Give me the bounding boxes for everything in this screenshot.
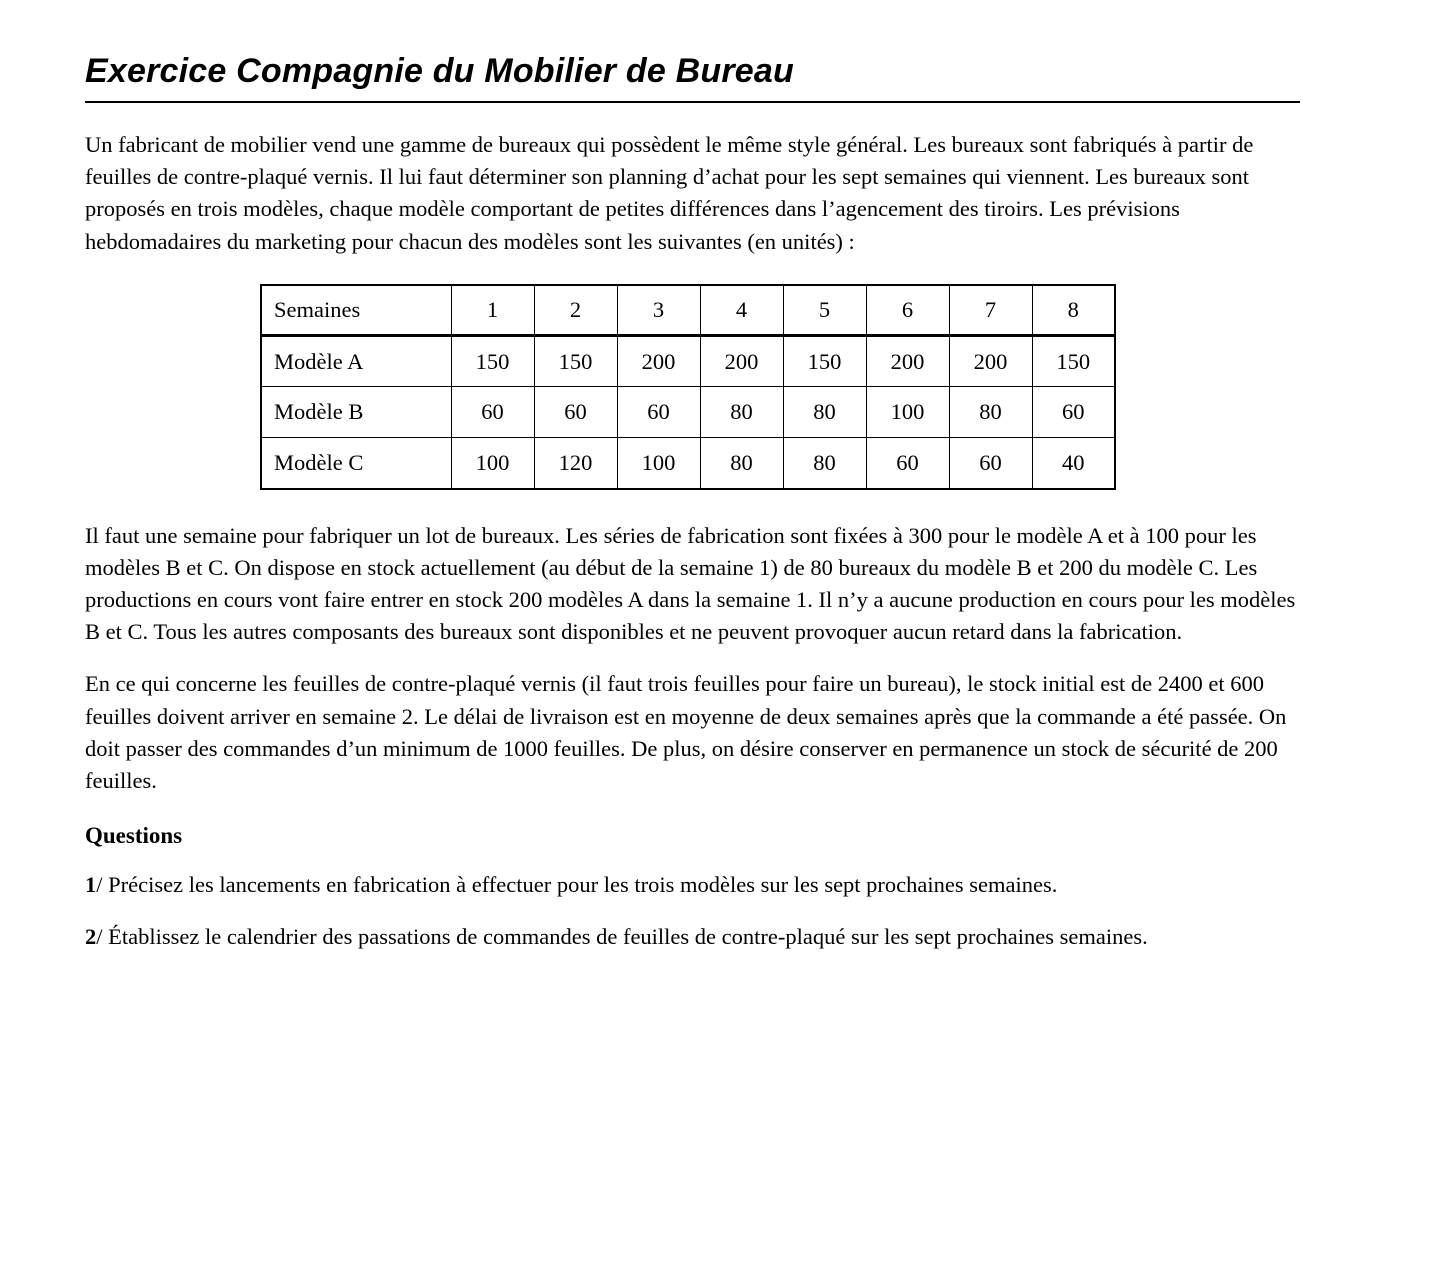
table-cell: 40 (1032, 438, 1115, 489)
table-header-semaines: Semaines (261, 285, 451, 336)
table-cell: 200 (866, 336, 949, 387)
table-cell: 200 (700, 336, 783, 387)
page-title: Exercice Compagnie du Mobilier de Bureau (85, 52, 1300, 103)
table-header-week-5: 5 (783, 285, 866, 336)
table-row-modele-c (261, 438, 1115, 489)
table-cell: 120 (534, 438, 617, 489)
table-cell: 150 (534, 336, 617, 387)
table-header-row (261, 285, 1115, 336)
fabrication-paragraph: Il faut une semaine pour fabriquer un lot de bureaux. Les séries de fabrication sont fixées à 300 pour le modèle A et à 100 pour les modèles B et C. On dispose en stock actuellement (au début de la semaine 1) de 80 bureaux du modèle B et 200 du modèle C. Les productions en cours vont faire entrer en stock 200 modèles A dans la semaine 1. Il n’y a aucune production en cours pour les modèles B et C. Tous les autres composants des bureaux sont disponibles et ne peuvent provoquer aucun retard dans la fabrication. (85, 522, 1296, 645)
table-cell: 100 (451, 438, 534, 489)
question-2 (85, 921, 1300, 953)
table-cell: 60 (1032, 387, 1115, 438)
table-header-week-2: 2 (534, 285, 617, 336)
table-cell: 60 (534, 387, 617, 438)
table-row-modele-b (261, 387, 1115, 438)
table-cell: 80 (700, 387, 783, 438)
weekly-forecast-table (260, 284, 1116, 490)
table-header-week-4: 4 (700, 285, 783, 336)
question-1-text: / Précisez les lancements en fabrication à effectuer pour les trois modèles sur les sept prochaines semaines. (96, 872, 1058, 898)
table-cell: 60 (451, 387, 534, 438)
table-cell: 100 (617, 438, 700, 489)
row-label: Modèle B (261, 387, 451, 438)
table-row-modele-a (261, 336, 1115, 387)
question-1-number: 1 (85, 872, 97, 898)
feuilles-paragraph: En ce qui concerne les feuilles de contre-plaqué vernis (il faut trois feuilles pour faire un bureau), le stock initial est de 2400 et 600 feuilles doivent arriver en semaine 2. Le délai de livraison est en moyenne de deux semaines après que la commande a été passée. On doit passer des commandes d’un minimum de 1000 feuilles. De plus, on désire conserver en permanence un stock de sécurité de 200 feuilles. (85, 671, 1287, 793)
table-cell: 150 (451, 336, 534, 387)
intro-paragraph: Un fabricant de mobilier vend une gamme de bureaux qui possèdent le même style général. Les bureaux sont fabriqués à partir de feuilles de contre-plaqué vernis. Il lui faut déterminer son planning d’achat pour les sept semaines qui viennent. Les bureaux sont proposés en trois modèles, chaque modèle comportant de petites différences dans l’agencement des tiroirs. Les prévisions hebdomadaires du marketing pour chacun des modèles sont les suivantes (en unités) : (85, 132, 1254, 254)
table-cell: 60 (617, 387, 700, 438)
table-cell: 100 (866, 387, 949, 438)
table-cell: 80 (783, 387, 866, 438)
table-cell: 80 (700, 438, 783, 489)
row-label: Modèle C (261, 438, 451, 489)
table-cell: 60 (949, 438, 1032, 489)
row-label: Modèle A (261, 336, 451, 387)
question-2-number: 2 (85, 924, 97, 950)
table-cell: 150 (1032, 336, 1115, 387)
question-1 (85, 869, 1300, 901)
table-header-week-7: 7 (949, 285, 1032, 336)
table-cell: 80 (949, 387, 1032, 438)
table-cell: 150 (783, 336, 866, 387)
questions-heading: Questions (85, 823, 183, 849)
table-header-week-8: 8 (1032, 285, 1115, 336)
table-cell: 200 (617, 336, 700, 387)
question-2-text: / Établissez le calendrier des passations de commandes de feuilles de contre-plaqué sur les sept prochaines semaines. (96, 924, 1148, 950)
table-cell: 200 (949, 336, 1032, 387)
table-cell: 60 (866, 438, 949, 489)
table-header-week-1: 1 (451, 285, 534, 336)
table-header-week-3: 3 (617, 285, 700, 336)
table-header-week-6: 6 (866, 285, 949, 336)
table-cell: 80 (783, 438, 866, 489)
